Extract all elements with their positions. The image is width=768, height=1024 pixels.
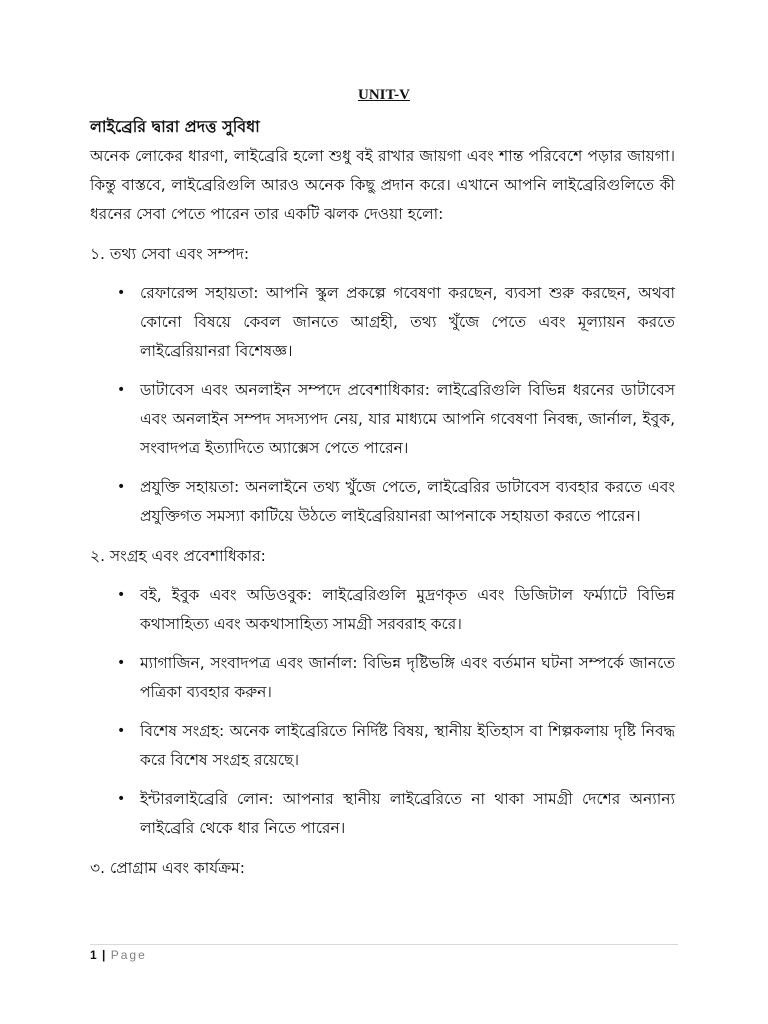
bullet-icon: • — [117, 382, 126, 398]
list-item-text: ম্যাগাজিন, সংবাদপত্র এবং জার্নাল: বিভিন্ন দৃষ্টিভঙ্গি এবং বর্তমান ঘটনা সম্পর্কে জানতে পত্রিকা ব্যবহার করুন। — [140, 654, 675, 701]
list-item — [90, 649, 675, 707]
list-item — [90, 376, 675, 463]
section-3 — [90, 854, 675, 883]
bullet-icon: • — [117, 479, 126, 495]
document-body — [90, 112, 675, 883]
unit-heading: UNIT-V — [358, 87, 410, 103]
intro-paragraph: অনেক লোকের ধারণা, লাইব্রেরি হলো শুধু বই রাখার জায়গা এবং শান্ত পরিবেশে পড়ার জায়গা। কিন্তু বাস্তবে, লাইব্রেরিগুলি আরও অনেক কিছু প্রদান করে। এখানে আপনি লাইব্রেরিগুলিতে কী ধরনের সেবা পেতে পারেন তার একটি ঝলক দেওয়া হলো: — [90, 147, 675, 223]
section-1 — [90, 240, 675, 531]
list-item-text: ইন্টারলাইব্রেরি লোন: আপনার স্থানীয় লাইব্রেরিতে না থাকা সামগ্রী দেশের অন্যান্য লাইব্রেরি থেকে ধার নিতে পারেন। — [140, 790, 675, 837]
page-number: 1 — [90, 948, 97, 962]
section-3-heading: ৩. প্রোগ্রাম এবং কার্যক্রম: — [90, 859, 245, 877]
bullet-icon: • — [117, 791, 126, 807]
list-item-text: প্রযুক্তি সহায়তা: অনলাইনে তথ্য খুঁজে পেতে, লাইব্রেরির ডাটাবেস ব্যবহার করতে এবং প্রযুক্তিগত সমস্যা কাটিয়ে উঠতে লাইব্রেরিয়ানরা আপনাকে সহায়তা করতে পারেন। — [140, 478, 675, 525]
bullet-icon: • — [117, 655, 126, 671]
page-footer — [90, 947, 147, 963]
section-title: লাইব্রেরি দ্বারা প্রদত্ত সুবিধা — [90, 117, 260, 136]
footer-divider — [90, 944, 678, 945]
list-item — [90, 279, 675, 366]
list-item — [90, 785, 675, 843]
list-item — [90, 717, 675, 775]
page-label: Page — [110, 948, 147, 962]
section-1-heading: ১. তথ্য সেবা এবং সম্পদ: — [90, 245, 250, 263]
bullet-icon: • — [117, 587, 126, 603]
list-item-text: ডাটাবেস এবং অনলাইন সম্পদে প্রবেশাধিকার: লাইব্রেরিগুলি বিভিন্ন ধরনের ডাটাবেস এবং অনলাইন সম্পদ সদস্যপদ নেয়, যার মাধ্যমে আপনি গবেষণা নিবন্ধ, জার্নাল, ইবুক, সংবাদপত্র ইত্যাদিতে অ্যাক্সেস পেতে পারেন। — [140, 381, 675, 457]
section-2-list — [90, 581, 675, 843]
list-item — [90, 473, 675, 531]
list-item — [90, 581, 675, 639]
bullet-icon: • — [117, 285, 126, 301]
list-item-text: বিশেষ সংগ্রহ: অনেক লাইব্রেরিতে নির্দিষ্ট বিষয়, স্থানীয় ইতিহাস বা শিল্পকলায় দৃষ্টি নিবদ্ধ করে বিশেষ সংগ্রহ রয়েছে। — [140, 722, 675, 769]
list-item-text: রেফারেন্স সহায়তা: আপনি স্কুল প্রকল্পে গবেষণা করছেন, ব্যবসা শুরু করছেন, অথবা কোনো বিষয়ে কেবল জানতে আগ্রহী, তথ্য খুঁজে পেতে এবং মূল্যায়ন করতে লাইব্রেরিয়ানরা বিশেষজ্ঞ। — [140, 284, 675, 360]
bullet-icon: • — [117, 723, 126, 739]
section-2-heading: ২. সংগ্রহ এবং প্রবেশাধিকার: — [90, 547, 266, 565]
footer-separator: | — [102, 948, 106, 962]
section-1-list — [90, 279, 675, 531]
list-item-text: বই, ইবুক এবং অডিওবুক: লাইব্রেরিগুলি মুদ্রণকৃত এবং ডিজিটাল ফর্ম্যাটে বিভিন্ন কথাসাহিত্য এবং অকথাসাহিত্য সামগ্রী সরবরাহ করে। — [140, 586, 675, 633]
section-2 — [90, 542, 675, 843]
